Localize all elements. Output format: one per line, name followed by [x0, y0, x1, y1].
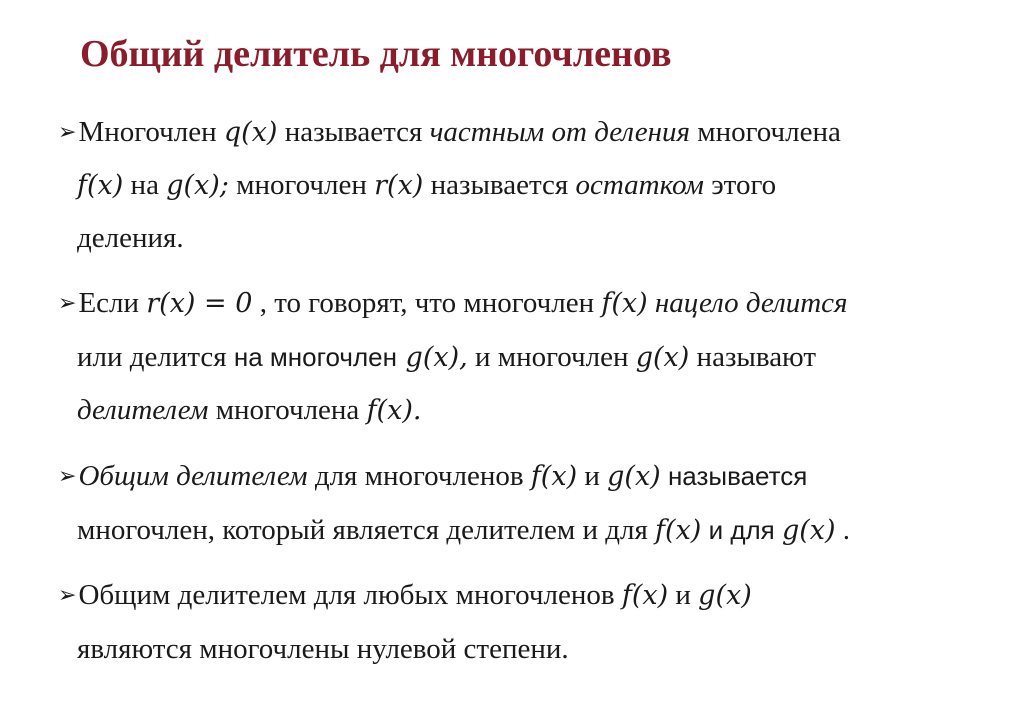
- text: и: [577, 460, 608, 492]
- text: многочлена: [689, 116, 841, 148]
- math-f-x: f(x): [621, 580, 669, 611]
- text: деления.: [77, 222, 184, 254]
- math-f-x: f(x): [530, 461, 578, 492]
- math-f-x: f(x): [601, 288, 648, 319]
- italic-term: остатком: [575, 169, 704, 201]
- text: и: [668, 579, 699, 611]
- text: называют: [689, 341, 817, 373]
- text: , то говорят, что многочлен: [252, 287, 602, 319]
- text: на: [123, 169, 167, 201]
- math-g-x: g(x): [607, 461, 661, 492]
- paragraph-2-line-3: [77, 392, 421, 429]
- text: многочлен: [228, 169, 375, 201]
- math-f-x: f(x): [655, 515, 702, 546]
- arrow-bullet-icon: ➢: [58, 120, 77, 145]
- text: являются многочлены нулевой степени.: [77, 633, 569, 665]
- arrow-bullet-icon: ➢: [58, 291, 77, 316]
- paragraph-4-line-1: [58, 577, 752, 614]
- text: многочлена: [208, 394, 367, 426]
- paragraph-3-line-2: [77, 512, 850, 549]
- text: Если: [78, 287, 147, 319]
- arrow-bullet-icon: ➢: [58, 583, 77, 608]
- text: этого: [703, 169, 777, 201]
- math-g-x: g(x): [635, 342, 690, 373]
- paragraph-2-line-1: [58, 285, 848, 322]
- paragraph-2-line-2: [77, 339, 816, 376]
- paragraph-1-line-3: [77, 220, 184, 256]
- math-f-x: f(x).: [366, 395, 422, 426]
- text: для многочленов: [307, 460, 531, 492]
- italic-term: частным от деления: [429, 116, 690, 148]
- math-r-x: r(x): [374, 170, 424, 201]
- math-g-x: g(x);: [166, 170, 229, 201]
- math-r-x-eq-0: r(x) = 0: [146, 288, 253, 319]
- text: на многочлен: [233, 342, 397, 372]
- text: называется: [277, 116, 430, 148]
- math-g-x: g(x): [698, 580, 752, 611]
- slide-title: Общий делитель для многочленов: [80, 33, 672, 75]
- text: называется: [423, 169, 576, 201]
- math-g-x: g(x),: [396, 342, 468, 373]
- math-g-x: g(x): [781, 515, 836, 546]
- text: Многочлен: [78, 116, 224, 148]
- arrow-bullet-icon: ➢: [58, 464, 77, 489]
- paragraph-4-line-2: [77, 631, 569, 667]
- text: называется: [660, 461, 808, 491]
- text: [648, 287, 655, 319]
- text: многочлен, который является делителем и для: [77, 514, 656, 546]
- italic-term: нацело делится: [654, 287, 848, 319]
- math-q-x: q(x): [223, 117, 278, 148]
- text: .: [835, 514, 851, 546]
- italic-term: делителем: [77, 394, 209, 426]
- text: или делится: [77, 341, 234, 373]
- paragraph-1-line-2: [77, 167, 776, 204]
- math-f-x: f(x): [77, 170, 124, 201]
- text: и многочлен: [467, 341, 636, 373]
- paragraph-3-line-1: [58, 458, 807, 495]
- paragraph-1-line-1: [58, 114, 841, 151]
- italic-term: Общим делителем: [78, 460, 308, 492]
- text: Общим делителем для любых многочленов: [78, 579, 622, 611]
- text: и для: [701, 515, 782, 545]
